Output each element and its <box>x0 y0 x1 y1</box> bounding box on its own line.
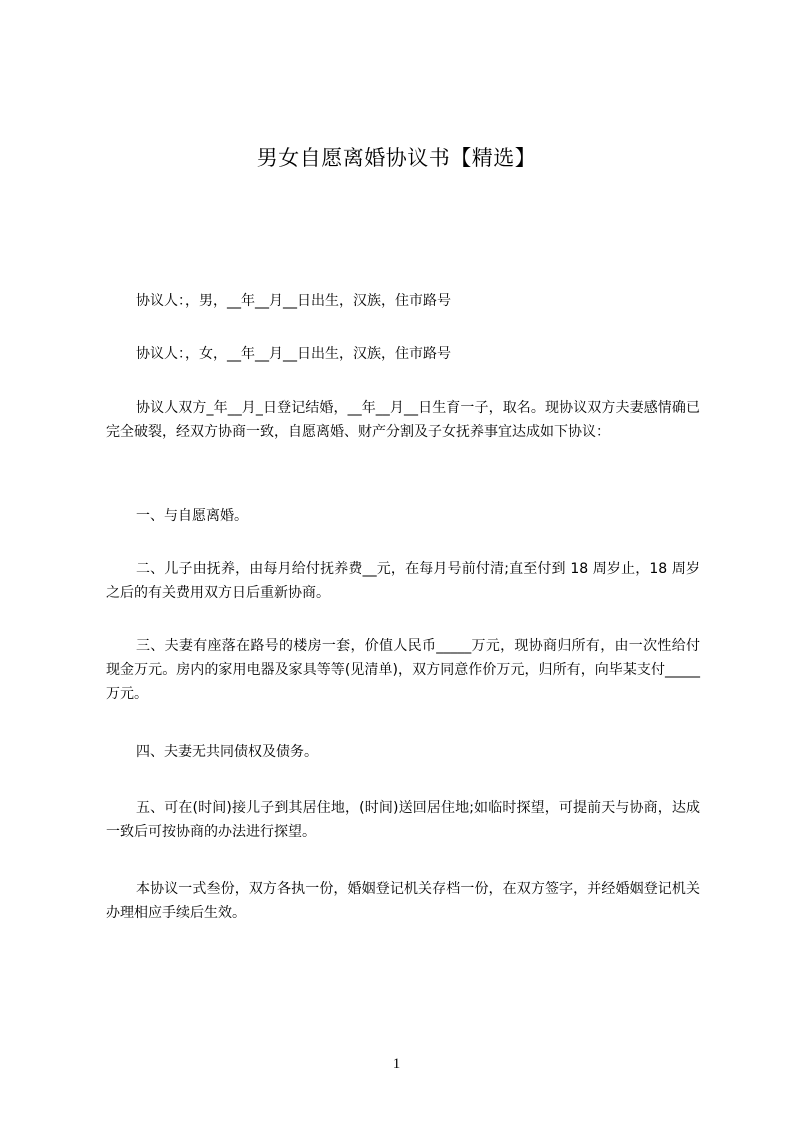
clause-5-paragraph: 五、可在(时间)接儿子到其居住地，(时间)送回居住地;如临时探望，可提前天与协商，达成一致后可按协商的办法进行探望。 <box>106 800 700 840</box>
clause-4-paragraph: 四、夫妻无共同债权及债务。 <box>136 744 318 760</box>
clause-3-paragraph: 三、夫妻有座落在路号的楼房一套，价值人民币_____万元，现协商归所有，由一次性给付现金万元。房内的家用电器及家具等等(见清单)，双方同意作价万元，归所有，向毕某支付_____万元。 <box>106 638 700 702</box>
clause-2-paragraph: 二、儿子由抚养，由每月给付抚养费__元，在每月号前付清;直至付到 18 周岁止，18 周岁之后的有关费用双方日后重新协商。 <box>106 561 700 601</box>
page-number: 1 <box>392 1056 401 1072</box>
preamble-paragraph: 协议人双方_年__月_日登记结婚，__年__月__日生育一子，取名。现协议双方夫妻感情确已完全破裂，经双方协商一致，自愿离婚、财产分割及子女抚养事宜达成如下协议： <box>106 400 700 440</box>
party-male-paragraph: 协议人：，男，__年__月__日出生，汉族，住市路号 <box>136 293 451 309</box>
document-title: 男女自愿离婚协议书【精选】 <box>256 146 537 170</box>
effectiveness-paragraph: 本协议一式叁份，双方各执一份，婚姻登记机关存档一份，在双方签字，并经婚姻登记机关办理相应手续后生效。 <box>106 881 700 921</box>
clause-1-paragraph: 一、与自愿离婚。 <box>136 508 248 524</box>
party-female-paragraph: 协议人：，女，__年__月__日出生，汉族，住市路号 <box>136 346 451 362</box>
